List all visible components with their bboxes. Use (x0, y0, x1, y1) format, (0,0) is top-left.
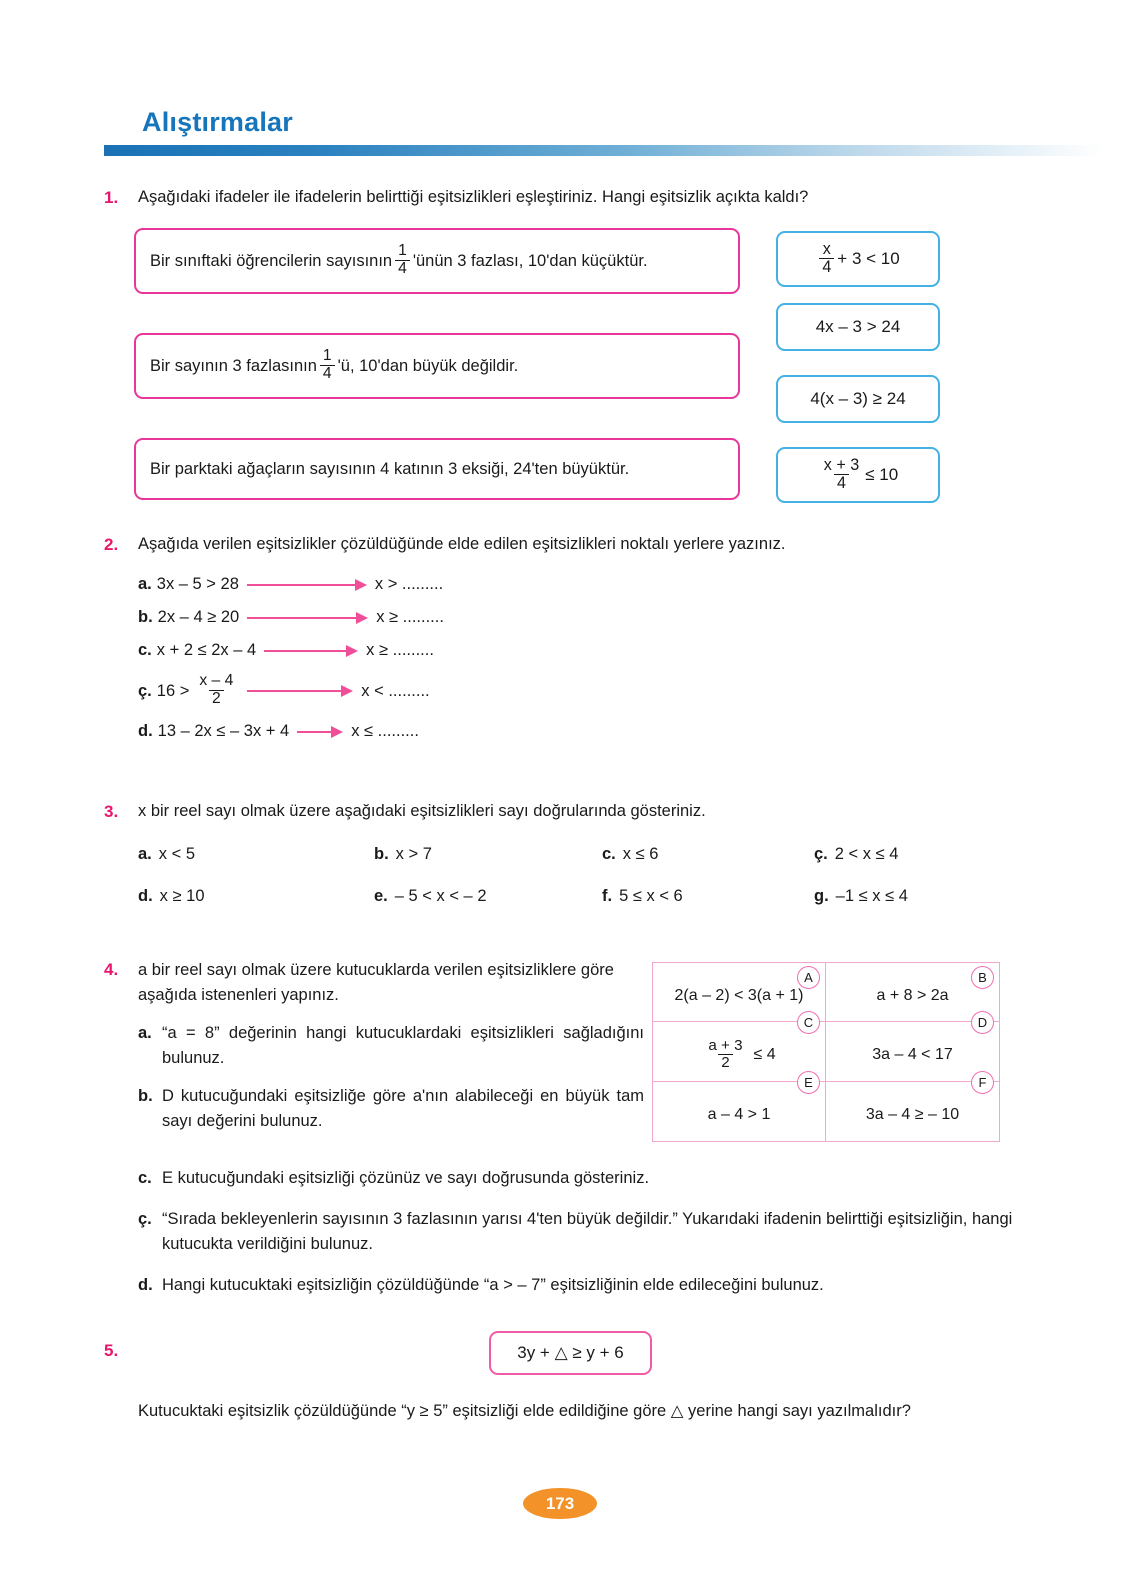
item-label: c. (138, 641, 152, 659)
item-expression: 3x – 5 > 28 (156, 575, 239, 593)
inequality-4-rest: ≤ 10 (865, 465, 899, 484)
item-answer-blank[interactable]: x ≥ ......... (376, 608, 444, 626)
question-5-number: 5. (104, 1341, 119, 1360)
item-label: g. (814, 887, 829, 905)
question-3-item-c (602, 845, 814, 864)
page-number-badge: 173 (523, 1488, 597, 1519)
question-4 (104, 958, 644, 1134)
question-2-number: 2. (104, 535, 119, 554)
box-cell-e[interactable] (653, 1074, 826, 1141)
box-expression-rest: ≤ 4 (753, 1046, 776, 1064)
statement-2-post: 'ü, 10'dan büyük değildir. (337, 356, 519, 375)
question-5-box[interactable] (489, 1331, 652, 1375)
fraction-numerator: x (822, 239, 831, 258)
question-4-item-a (138, 1021, 644, 1071)
item-label: c. (602, 845, 616, 863)
item-label: a. (138, 845, 152, 863)
question-3-items (138, 845, 1068, 906)
inequality-3-text: 4(x – 3) ≥ 24 (810, 389, 906, 408)
item-label: b. (374, 845, 389, 863)
fraction-denominator: 4 (834, 474, 849, 492)
box-expression: 3a – 4 < 17 (872, 1046, 953, 1064)
item-expression: x + 2 ≤ 2x – 4 (156, 641, 257, 659)
item-text: E kutucuğundaki eşitsizliği çözünüz ve sayı doğrusunda gösteriniz. (162, 1169, 650, 1187)
question-4-item-c-cedilla (138, 1207, 1038, 1257)
item-expression: 2 < x ≤ 4 (834, 845, 899, 863)
header-divider (104, 145, 1104, 156)
box-label-c: C (797, 1011, 820, 1034)
inequality-box-1[interactable] (776, 231, 940, 287)
statement-box-2[interactable] (134, 333, 740, 399)
page-title: Alıştırmalar (142, 107, 293, 137)
arrow-icon (247, 690, 351, 692)
question-5-box-expression: 3y + △ ≥ y + 6 (517, 1343, 624, 1362)
item-label: d. (138, 1276, 153, 1295)
item-answer-blank[interactable]: x > ......... (374, 575, 444, 593)
question-3-item-b (374, 845, 602, 864)
question-1 (104, 186, 1064, 211)
box-expression: 2(a – 2) < 3(a + 1) (674, 987, 804, 1005)
box-expression: 3a – 4 ≥ – 10 (865, 1106, 960, 1124)
fraction-numerator: x – 4 (199, 672, 234, 690)
arrow-icon (247, 584, 365, 586)
box-label-a: A (797, 966, 820, 989)
arrow-icon (247, 617, 366, 619)
fraction-denominator: 4 (395, 260, 410, 277)
item-expression: x ≤ 6 (622, 845, 659, 863)
item-answer-blank[interactable]: x ≥ ......... (366, 641, 434, 659)
question-3-item-g (814, 887, 1068, 906)
question-3-item-e (374, 887, 602, 906)
statement-1-fraction (395, 243, 410, 277)
item-expression: –1 ≤ x ≤ 4 (835, 887, 908, 905)
item-expression: x > 7 (395, 845, 432, 863)
question-3-prompt: x bir reel sayı olmak üzere aşağıdaki eşitsizlikleri sayı doğrularında gösteriniz. (138, 802, 706, 820)
box-cell-f[interactable] (826, 1074, 999, 1141)
item-label: e. (374, 887, 388, 905)
item-fraction (196, 673, 236, 707)
item-label: d. (138, 722, 153, 740)
question-2 (104, 533, 1064, 558)
question-2-item-b (138, 601, 698, 634)
item-text: D kutucuğundaki eşitsizliğe göre a'nın alabileceği en büyük tam sayı değerini bulunuz. (162, 1087, 644, 1131)
box-label-d: D (971, 1011, 994, 1034)
page-header (104, 108, 1104, 156)
item-label: b. (138, 1087, 153, 1106)
fraction-denominator: 2 (718, 1054, 732, 1071)
question-4-lower-items (138, 1166, 1038, 1314)
inequality-box-3[interactable] (776, 375, 940, 423)
arrow-icon (297, 731, 341, 733)
fraction-denominator: 4 (819, 258, 834, 276)
item-expression: – 5 < x < – 2 (394, 887, 487, 905)
question-3-item-f (602, 887, 814, 906)
item-answer-blank[interactable]: x ≤ ......... (351, 722, 419, 740)
item-label: d. (138, 887, 153, 905)
fraction-denominator: 4 (320, 365, 335, 382)
question-1-prompt: Aşağıdaki ifadeler ile ifadelerin belirttiği eşitsizlikleri eşleştiriniz. Hangi eşitsizlik açıkta kaldı? (138, 188, 809, 206)
fraction-numerator: x + 3 (823, 455, 860, 474)
question-5-text: Kutucuktaki eşitsizlik çözüldüğünde “y ≥ 5” eşitsizliği elde edildiğine göre △ yerine hangi sayı yazılmalıdır? (138, 1402, 911, 1420)
inequality-4-fraction (821, 457, 862, 492)
question-4-boxes-table (652, 962, 1000, 1142)
box-label-b: B (971, 966, 994, 989)
question-4-item-b (138, 1084, 644, 1134)
box-label-e: E (797, 1071, 820, 1094)
question-2-prompt: Aşağıda verilen eşitsizlikler çözüldüğünde elde edilen eşitsizlikleri noktalı yerlere yazınız. (138, 535, 786, 553)
item-expression: x < 5 (158, 845, 195, 863)
item-expression: 2x – 4 ≥ 20 (157, 608, 240, 626)
item-text: “a = 8” değerinin hangi kutucuklardaki eşitsizlikleri sağladığını bulunuz. (162, 1024, 644, 1068)
question-4-prompt: a bir reel sayı olmak üzere kutucuklarda verilen eşitsizliklere göre aşağıda istenenleri yapınız. (138, 961, 614, 1005)
item-label: c. (138, 1169, 152, 1187)
box-cell-b[interactable] (826, 963, 999, 1022)
item-label: ç. (138, 681, 152, 700)
item-answer-blank[interactable]: x < ......... (361, 681, 430, 700)
question-1-number: 1. (104, 188, 119, 207)
arrow-icon (264, 650, 356, 652)
item-label: ç. (814, 845, 828, 863)
box-label-f: F (971, 1071, 994, 1094)
question-2-item-c-cedilla (138, 667, 698, 715)
item-expression: x ≥ 10 (159, 887, 205, 905)
question-1-matching-grid (134, 228, 1072, 510)
statement-2-pre: Bir sayının 3 fazlasının (150, 356, 317, 375)
question-3-item-c-cedilla (814, 845, 1068, 864)
box-expression: a – 4 > 1 (707, 1106, 771, 1124)
box-fraction (705, 1038, 745, 1071)
question-2-item-d (138, 715, 698, 748)
question-2-item-c (138, 634, 698, 667)
item-label: a. (138, 1024, 152, 1043)
item-text: “Sırada bekleyenlerin sayısının 3 fazlasının yarısı 4'ten büyük değildir.” Yukarıdaki ifadenin belirttiği eşitsizliğin, hangi kutucukta verildiğini bulunuz. (162, 1210, 1013, 1254)
statement-2-fraction (320, 348, 335, 382)
inequality-box-2[interactable] (776, 303, 940, 351)
item-label: f. (602, 887, 613, 905)
box-expression: a + 8 > 2a (876, 987, 949, 1005)
question-2-item-a (138, 568, 698, 601)
item-label: ç. (138, 1210, 152, 1229)
statement-1-pre: Bir sınıftaki öğrencilerin sayısının (150, 251, 393, 270)
question-4-item-d (138, 1273, 1038, 1298)
statement-box-3[interactable] (134, 438, 740, 500)
item-label: b. (138, 608, 153, 626)
inequality-2-text: 4x – 3 > 24 (815, 317, 901, 336)
inequality-1-fraction (819, 241, 834, 276)
fraction-numerator: a + 3 (708, 1037, 743, 1055)
inequality-box-4[interactable] (776, 447, 940, 503)
question-3-number: 3. (104, 802, 119, 821)
question-4-item-c (138, 1166, 1038, 1191)
fraction-numerator: 1 (398, 242, 407, 260)
item-expression: 5 ≤ x < 6 (619, 887, 683, 905)
item-expression: 13 – 2x ≤ – 3x + 4 (157, 722, 290, 740)
item-text: Hangi kutucuktaki eşitsizliğin çözüldüğünde “a > – 7” eşitsizliğinin elde edileceğini bulunuz. (162, 1276, 824, 1295)
item-expression-pre: 16 > (156, 681, 190, 700)
item-label: a. (138, 575, 152, 593)
statement-box-1[interactable] (134, 228, 740, 294)
question-3-item-a (138, 845, 374, 864)
box-cell-d[interactable] (826, 1015, 999, 1081)
fraction-numerator: 1 (322, 347, 332, 365)
question-3-item-d (138, 887, 374, 906)
inequality-1-rest: + 3 < 10 (837, 249, 900, 268)
statement-1-post: 'ünün 3 fazlası, 10'dan küçüktür. (412, 251, 648, 270)
fraction-denominator: 2 (209, 690, 224, 707)
statement-3-text: Bir parktaki ağaçların sayısının 4 katının 3 eksiği, 24'ten büyüktür. (150, 459, 630, 478)
question-3 (104, 800, 1064, 825)
question-2-items (138, 568, 698, 748)
question-4-number: 4. (104, 960, 119, 979)
